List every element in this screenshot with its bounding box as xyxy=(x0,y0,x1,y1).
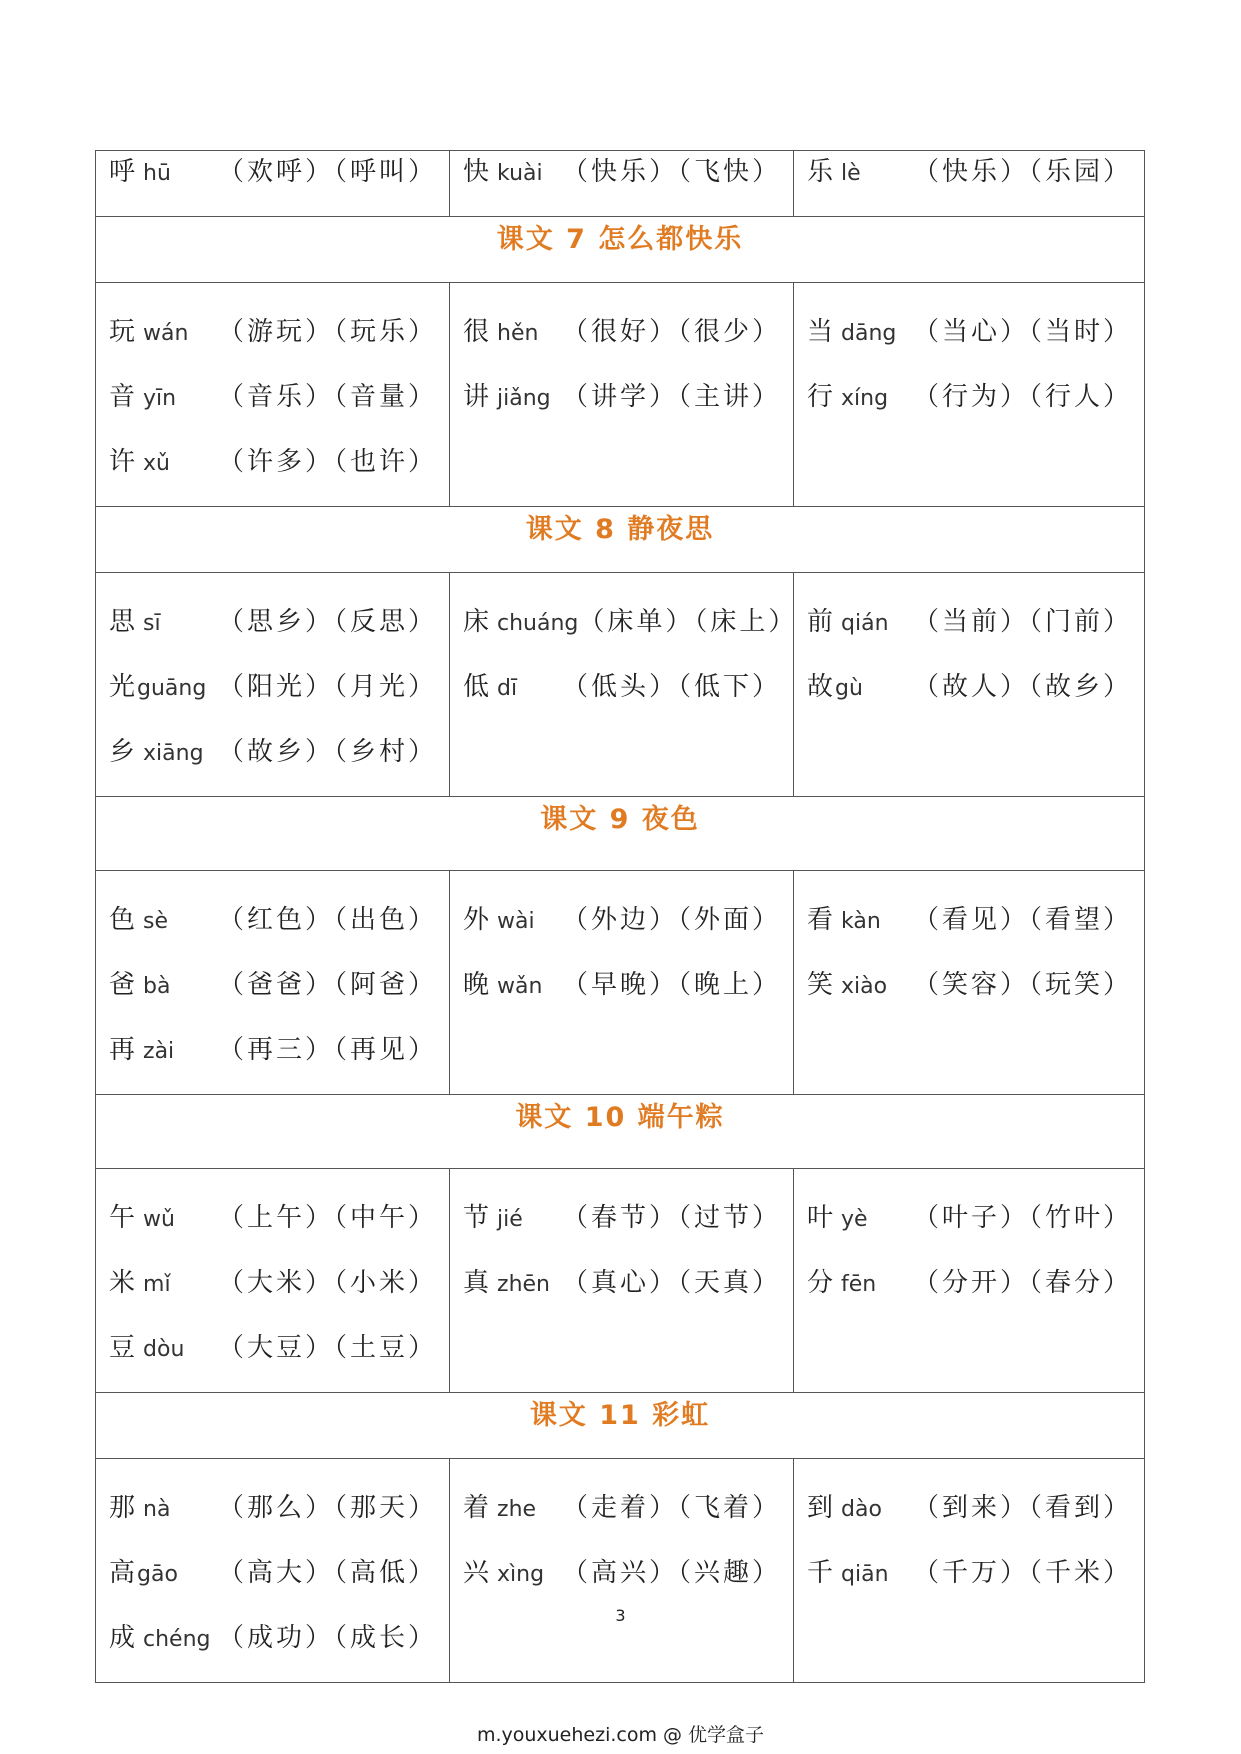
character-entry xyxy=(96,1617,449,1682)
character-row xyxy=(96,283,1145,507)
word-phrases: （音乐）（音量） xyxy=(217,382,437,412)
word-phrases: （那么）（那天） xyxy=(217,1493,437,1523)
pinyin: chéng xyxy=(143,1627,211,1652)
character-with-pinyin xyxy=(109,1487,170,1524)
word-phrases: （讲学）（主讲） xyxy=(561,382,781,412)
hanzi-character: 千 xyxy=(807,1558,834,1588)
character-cell xyxy=(96,151,450,217)
hanzi-character: 外 xyxy=(463,905,490,935)
pinyin: yīn xyxy=(143,386,177,411)
word-phrases: （快乐）（乐园） xyxy=(912,157,1132,187)
character-with-pinyin xyxy=(109,1029,174,1066)
pinyin: zài xyxy=(143,1039,175,1064)
pinyin: wǎn xyxy=(497,974,543,999)
character-entry xyxy=(794,666,1144,731)
word-phrases: （分开）（春分） xyxy=(912,1268,1132,1298)
lesson-title: 课文 9 夜色 xyxy=(96,797,1145,871)
character-cell xyxy=(450,871,794,1095)
pinyin: wǔ xyxy=(143,1207,175,1232)
character-with-pinyin xyxy=(807,964,887,1001)
hanzi-character: 乡 xyxy=(109,737,136,767)
character-entry xyxy=(450,601,798,666)
character-cell xyxy=(794,573,1145,797)
word-phrases: （快乐）（飞快） xyxy=(561,157,781,187)
character-with-pinyin xyxy=(109,1327,184,1364)
character-with-pinyin xyxy=(463,151,543,188)
pinyin: wài xyxy=(497,909,535,934)
character-cell xyxy=(450,1169,794,1393)
pinyin: gāo xyxy=(137,1562,178,1587)
character-with-pinyin xyxy=(463,376,551,413)
word-phrases: （许多）（也许） xyxy=(217,447,437,477)
character-with-pinyin xyxy=(109,964,170,1001)
character-with-pinyin xyxy=(109,1552,178,1589)
character-row xyxy=(96,151,1145,217)
word-phrases: （思乡）（反思） xyxy=(217,607,437,637)
character-cell xyxy=(450,151,794,217)
character-entry xyxy=(794,1197,1144,1262)
hanzi-character: 到 xyxy=(807,1493,834,1523)
pinyin: zhēn xyxy=(497,1272,550,1297)
pinyin: dī xyxy=(497,676,518,701)
pinyin: zhe xyxy=(497,1497,537,1522)
word-phrases: （外边）（外面） xyxy=(561,905,781,935)
hanzi-character: 兴 xyxy=(463,1558,490,1588)
character-entry xyxy=(96,899,449,964)
word-phrases: （大豆）（土豆） xyxy=(217,1333,437,1363)
hanzi-character: 真 xyxy=(463,1268,490,1298)
character-entry xyxy=(96,311,449,376)
character-cell xyxy=(96,871,450,1095)
pinyin: mǐ xyxy=(143,1272,171,1297)
character-cell xyxy=(794,871,1145,1095)
word-phrases: （低头）（低下） xyxy=(561,672,781,702)
pinyin: jié xyxy=(497,1207,523,1232)
character-entry xyxy=(794,311,1144,376)
hanzi-character: 色 xyxy=(109,905,136,935)
pinyin: yè xyxy=(841,1207,868,1232)
hanzi-character: 思 xyxy=(109,607,136,637)
word-phrases: （真心）（天真） xyxy=(561,1268,781,1298)
character-entry xyxy=(96,151,449,188)
character-entry xyxy=(96,601,449,666)
character-row xyxy=(96,1459,1145,1683)
pinyin: qiān xyxy=(841,1562,889,1587)
pinyin: dào xyxy=(841,1497,882,1522)
character-with-pinyin xyxy=(109,1262,171,1299)
character-with-pinyin xyxy=(109,601,161,638)
character-entry xyxy=(96,964,449,1029)
word-phrases: （成功）（成长） xyxy=(217,1623,437,1653)
word-phrases: （高兴）（兴趣） xyxy=(561,1558,781,1588)
character-cell xyxy=(96,1169,450,1393)
character-entry xyxy=(96,1197,449,1262)
hanzi-character: 当 xyxy=(807,317,834,347)
character-with-pinyin xyxy=(109,311,188,348)
character-with-pinyin xyxy=(463,311,538,348)
character-entry xyxy=(96,1262,449,1327)
hanzi-character: 讲 xyxy=(463,382,490,412)
pinyin: jiǎng xyxy=(497,386,551,411)
character-entry xyxy=(96,1029,449,1094)
lesson-title: 课文 8 静夜思 xyxy=(96,507,1145,573)
character-with-pinyin xyxy=(807,899,881,936)
hanzi-character: 许 xyxy=(109,447,136,477)
lesson-title: 课文 7 怎么都快乐 xyxy=(96,217,1145,283)
pinyin: lè xyxy=(841,161,861,186)
pinyin: kuài xyxy=(497,161,543,186)
character-with-pinyin xyxy=(807,1487,882,1524)
character-row xyxy=(96,573,1145,797)
word-phrases: （早晚）（晚上） xyxy=(561,970,781,1000)
character-cell xyxy=(96,283,450,507)
hanzi-character: 音 xyxy=(109,382,136,412)
character-cell xyxy=(450,283,794,507)
word-phrases: （游玩）（玩乐） xyxy=(217,317,437,347)
hanzi-character: 节 xyxy=(463,1203,490,1233)
hanzi-character: 高 xyxy=(109,1558,136,1588)
hanzi-character: 前 xyxy=(807,607,834,637)
pinyin: fēn xyxy=(841,1272,877,1297)
character-entry xyxy=(450,964,793,1029)
hanzi-character: 看 xyxy=(807,905,834,935)
hanzi-character: 快 xyxy=(463,157,490,187)
character-entry xyxy=(96,376,449,441)
word-phrases: （故人）（故乡） xyxy=(912,672,1132,702)
hanzi-character: 那 xyxy=(109,1493,136,1523)
pinyin: nà xyxy=(143,1497,171,1522)
page-number: 3 xyxy=(615,1606,626,1625)
word-phrases: （春节）（过节） xyxy=(561,1203,781,1233)
pinyin: sè xyxy=(143,909,169,934)
hanzi-character: 故 xyxy=(807,672,834,702)
character-entry xyxy=(450,1262,793,1327)
word-phrases: （再三）（再见） xyxy=(217,1035,437,1065)
hanzi-character: 午 xyxy=(109,1203,136,1233)
lesson-title: 课文 11 彩虹 xyxy=(96,1393,1145,1459)
character-cell xyxy=(794,283,1145,507)
character-cell xyxy=(794,151,1145,217)
character-entry xyxy=(450,1487,793,1552)
character-cell xyxy=(794,1169,1145,1393)
word-phrases: （行为）（行人） xyxy=(912,382,1132,412)
hanzi-character: 行 xyxy=(807,382,834,412)
character-with-pinyin xyxy=(463,1262,550,1299)
pinyin: xiāng xyxy=(143,741,204,766)
word-phrases: （阳光）（月光） xyxy=(217,672,437,702)
character-with-pinyin xyxy=(807,601,889,638)
word-phrases: （高大）（高低） xyxy=(217,1558,437,1588)
character-cell xyxy=(794,1459,1145,1683)
character-with-pinyin xyxy=(807,1197,868,1234)
hanzi-character: 乐 xyxy=(807,157,834,187)
word-phrases: （爸爸）（阿爸） xyxy=(217,970,437,1000)
character-with-pinyin xyxy=(109,899,168,936)
character-entry xyxy=(96,1327,449,1392)
pinyin: wán xyxy=(143,321,189,346)
character-entry xyxy=(450,311,793,376)
word-phrases: （上午）（中午） xyxy=(217,1203,437,1233)
pinyin: xiào xyxy=(841,974,888,999)
word-phrases: （看见）（看望） xyxy=(912,905,1132,935)
pinyin: gù xyxy=(835,676,863,701)
character-entry xyxy=(794,964,1144,1029)
character-cell xyxy=(450,1459,794,1683)
character-entry xyxy=(794,376,1144,441)
pinyin: sī xyxy=(143,611,161,636)
lesson-header-row xyxy=(96,1095,1145,1169)
pinyin: dòu xyxy=(143,1337,185,1362)
character-with-pinyin xyxy=(807,151,861,188)
character-entry xyxy=(794,151,1144,188)
character-entry xyxy=(96,1487,449,1552)
character-row xyxy=(96,871,1145,1095)
word-phrases: （走着）（飞着） xyxy=(561,1493,781,1523)
character-with-pinyin xyxy=(463,666,517,703)
character-entry xyxy=(794,1262,1144,1327)
hanzi-character: 豆 xyxy=(109,1333,136,1363)
character-entry xyxy=(96,731,449,796)
hanzi-character: 分 xyxy=(807,1268,834,1298)
character-with-pinyin xyxy=(463,1552,544,1589)
character-cell xyxy=(450,573,798,797)
hanzi-character: 再 xyxy=(109,1035,136,1065)
character-with-pinyin xyxy=(109,441,170,478)
word-phrases: （故乡）（乡村） xyxy=(217,737,437,767)
character-with-pinyin xyxy=(463,964,542,1001)
hanzi-character: 成 xyxy=(109,1623,136,1653)
character-row xyxy=(96,1169,1145,1393)
hanzi-character: 玩 xyxy=(109,317,136,347)
word-phrases: （很好）（很少） xyxy=(561,317,781,347)
pinyin: kàn xyxy=(841,909,881,934)
character-with-pinyin xyxy=(807,311,896,348)
character-with-pinyin xyxy=(109,151,171,188)
word-phrases: （大米）（小米） xyxy=(217,1268,437,1298)
character-entry xyxy=(450,1197,793,1262)
character-entry xyxy=(96,441,449,506)
pinyin: dāng xyxy=(841,321,897,346)
character-entry xyxy=(794,601,1144,666)
hanzi-character: 床 xyxy=(463,607,490,637)
hanzi-character: 很 xyxy=(463,317,490,347)
hanzi-character: 光 xyxy=(109,672,136,702)
word-phrases: （到来）（看到） xyxy=(912,1493,1132,1523)
word-phrases: （当前）（门前） xyxy=(912,607,1132,637)
pinyin: hū xyxy=(143,161,171,186)
character-entry xyxy=(794,899,1144,964)
hanzi-character: 笑 xyxy=(807,970,834,1000)
character-entry xyxy=(450,151,793,188)
character-with-pinyin xyxy=(807,1552,889,1589)
word-phrases: （当心）（当时） xyxy=(912,317,1132,347)
lesson-title: 课文 10 端午粽 xyxy=(96,1095,1145,1169)
character-entry xyxy=(450,899,793,964)
character-with-pinyin xyxy=(109,1197,175,1234)
pinyin: bà xyxy=(143,974,171,999)
lesson-header-row xyxy=(96,1393,1145,1459)
hanzi-character: 晚 xyxy=(463,970,490,1000)
character-entry xyxy=(794,1487,1144,1552)
character-with-pinyin xyxy=(463,601,578,638)
character-entry xyxy=(96,666,449,731)
word-phrases: （千万）（千米） xyxy=(912,1558,1132,1588)
hanzi-character: 着 xyxy=(463,1493,490,1523)
character-with-pinyin xyxy=(807,376,888,413)
pinyin: xǔ xyxy=(143,451,170,476)
character-cell xyxy=(96,1459,450,1683)
character-with-pinyin xyxy=(109,376,176,413)
hanzi-character: 爸 xyxy=(109,970,136,1000)
word-phrases: （笑容）（玩笑） xyxy=(912,970,1132,1000)
pinyin: xìng xyxy=(497,1562,545,1587)
character-with-pinyin xyxy=(463,1487,536,1524)
lesson-header-row xyxy=(96,217,1145,283)
pinyin: guāng xyxy=(137,676,207,701)
lesson-header-row xyxy=(96,507,1145,573)
character-with-pinyin xyxy=(463,1197,523,1234)
hanzi-character: 米 xyxy=(109,1268,136,1298)
pinyin: hěn xyxy=(497,321,539,346)
character-entry xyxy=(450,666,793,731)
vocabulary-table xyxy=(95,150,1145,1683)
character-with-pinyin xyxy=(463,899,535,936)
lesson-header-row xyxy=(96,797,1145,871)
footer-watermark: m.youxuehezi.com @ 优学盒子 xyxy=(476,1724,765,1746)
hanzi-character: 呼 xyxy=(109,157,136,187)
character-with-pinyin xyxy=(109,666,206,703)
character-with-pinyin xyxy=(807,1262,876,1299)
word-phrases: （叶子）（竹叶） xyxy=(912,1203,1132,1233)
character-with-pinyin xyxy=(109,731,204,768)
word-phrases: （红色）（出色） xyxy=(217,905,437,935)
vocabulary-table-body xyxy=(96,151,1145,1683)
pinyin: xíng xyxy=(841,386,889,411)
hanzi-character: 低 xyxy=(463,672,490,702)
character-cell xyxy=(96,573,450,797)
character-with-pinyin xyxy=(807,666,863,703)
word-phrases: （欢呼）（呼叫） xyxy=(217,157,437,187)
pinyin: chuáng xyxy=(497,611,579,636)
pinyin: qián xyxy=(841,611,889,636)
hanzi-character: 叶 xyxy=(807,1203,834,1233)
word-phrases: （床单）（床上） xyxy=(578,607,798,637)
character-entry xyxy=(450,376,793,441)
